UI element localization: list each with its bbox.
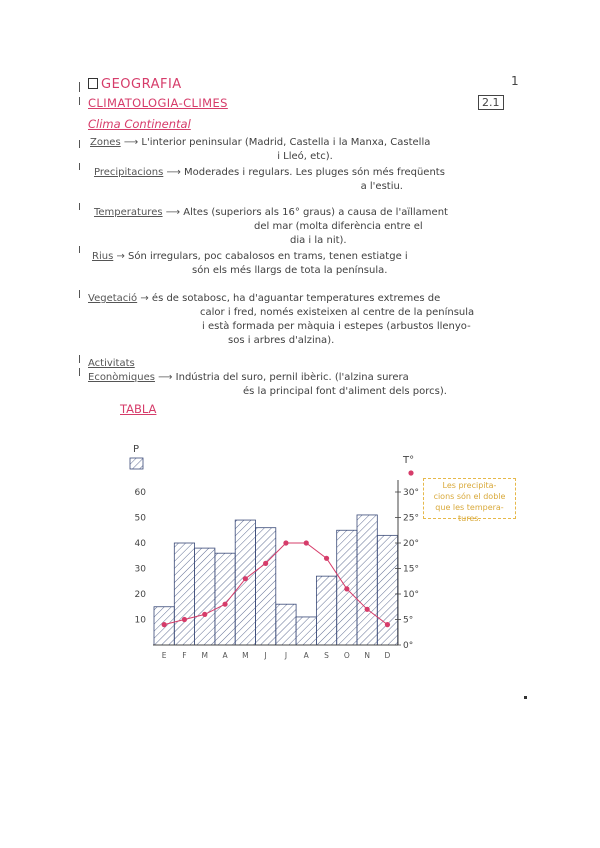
month-tick-label: A	[303, 651, 309, 660]
bars-layer	[154, 515, 398, 645]
left-tick-label: 40	[134, 539, 146, 549]
left-axis-label: P	[133, 444, 140, 455]
subject-title: GEOGRAFIA	[88, 77, 182, 92]
month-tick-label: D	[384, 651, 391, 660]
entry-text: és de sotabosc, ha d'aguantar temperatures extremes de	[151, 293, 441, 304]
precip-bar	[195, 548, 215, 645]
month-tick-label: S	[324, 651, 329, 660]
table-heading: TABLA	[120, 402, 157, 416]
section-code: 2.1	[478, 95, 504, 110]
month-tick-label: A	[222, 651, 228, 660]
left-tick-label: 30	[134, 564, 146, 575]
entry-key: Zones	[90, 137, 121, 148]
entry-key: Econòmiques	[88, 372, 155, 383]
precip-bar	[215, 553, 235, 645]
entry-vegetacio: Vegetació → és de sotabosc, ha d'aguantar temperatures extremes de calor i fred, només existeixen al centre de la península i està formada per màquia i estepes (arbustos llenyo- sos i arbres d'alzina).	[88, 292, 518, 348]
right-tick-label: 5°	[403, 615, 414, 626]
entry-text: del mar (molta diferència entre el	[254, 221, 423, 232]
right-tick-label: 20°	[403, 539, 419, 549]
entry-text: Són irregulars, poc cabalosos en trams, tenen estiatge i	[128, 251, 408, 262]
page-number: 1	[511, 74, 519, 88]
entry-text: a l'estiu.	[360, 181, 403, 192]
entry-text: Moderades i regulars. Les pluges són més freqüents	[184, 167, 445, 178]
month-tick-label: J	[284, 651, 288, 660]
topic-title: CLIMATOLOGIA-CLIMES	[88, 96, 228, 110]
entry-text: L'interior peninsular (Madrid, Castella i la Manxa, Castella	[141, 137, 431, 148]
precip-bar	[174, 543, 194, 645]
entry-key: Temperatures	[94, 207, 163, 218]
temperature-point	[324, 556, 329, 561]
month-tick-label: M	[201, 651, 208, 660]
legend-hatch-icon	[130, 458, 143, 469]
temperature-point	[222, 602, 227, 607]
precip-bar	[316, 576, 336, 645]
month-tick-label: M	[242, 651, 249, 660]
month-tick-label: J	[264, 651, 267, 660]
precip-bar	[296, 617, 316, 645]
entry-rius: Rius → Són irregulars, poc cabalosos en trams, tenen estiatge i són els més llargs de tota la península.	[92, 250, 516, 278]
right-axis-label: T°	[403, 455, 415, 466]
section-title: Clima Continental	[88, 117, 191, 131]
temperature-point	[162, 622, 167, 627]
temperature-point	[344, 586, 349, 591]
entry-key: Activitats	[88, 358, 135, 369]
entry-temperatures: Temperatures ⟶ Altes (superiors als 16° graus) a causa de l'aïllament del mar (molta diferència entre el dia i la nit).	[94, 206, 514, 248]
left-tick-label: 60	[134, 488, 146, 498]
temperature-point	[243, 576, 248, 581]
entry-text: és la principal font d'aliment dels porcs).	[243, 386, 447, 397]
entry-key: Precipitacions	[94, 167, 164, 178]
temperature-point	[283, 540, 288, 545]
entry-text: i Lleó, etc).	[277, 151, 333, 162]
entry-key: Vegetació	[88, 293, 138, 304]
entry-zones: Zones ⟶ L'interior peninsular (Madrid, Castella i la Manxa, Castella i Lleó, etc).	[90, 136, 520, 164]
temperature-point	[182, 617, 187, 622]
entry-text: i està formada per màquia i estepes (arbustos llenyo-	[202, 321, 471, 332]
precip-bar	[235, 520, 255, 645]
precip-bar	[377, 535, 397, 645]
right-tick-label: 25°	[403, 513, 419, 524]
temperature-point	[263, 561, 268, 566]
entry-key: Rius	[92, 251, 114, 262]
entry-text: són els més llargs de tota la península.	[192, 265, 388, 276]
entry-text: sos i arbres d'alzina).	[228, 335, 335, 346]
right-tick-label: 10°	[403, 590, 419, 600]
month-tick-label: N	[364, 651, 370, 660]
chart-note: Les precipita- cions són el doble que les tempera- tures.	[423, 478, 516, 519]
precip-bar	[276, 604, 296, 645]
entry-text: Indústria del suro, pernil ibèric. (l'alzina surera	[175, 372, 409, 383]
temperature-point	[202, 612, 207, 617]
precip-bar	[357, 515, 377, 645]
entry-text: Altes (superiors als 16° graus) a causa de l'aïllament	[183, 207, 448, 218]
month-tick-label: E	[161, 651, 167, 660]
precip-bar	[256, 528, 276, 645]
right-tick-label: 15°	[403, 564, 419, 575]
ink-dot	[524, 696, 527, 699]
month-tick-label: F	[182, 651, 187, 660]
legend-dot-icon	[408, 470, 413, 475]
left-tick-label: 10	[134, 615, 146, 626]
left-tick-label: 50	[134, 513, 146, 524]
right-tick-label: 30°	[403, 488, 419, 498]
entry-text: dia i la nit).	[290, 235, 347, 246]
entry-activitats: Activitats Econòmiques ⟶ Indústria del suro, pernil ibèric. (l'alzina surera és la principal font d'aliment dels porcs).	[88, 357, 518, 399]
temperature-point	[304, 540, 309, 545]
entry-precipitacions: Precipitacions ⟶ Moderades i regulars. Les pluges són més freqüents a l'estiu.	[94, 166, 518, 194]
temperature-point	[365, 607, 370, 612]
entry-text: calor i fred, només existeixen al centre de la península	[200, 307, 475, 318]
right-tick-label: 0°	[403, 641, 414, 651]
temperature-point	[385, 622, 390, 627]
left-tick-label: 20	[134, 590, 146, 600]
month-tick-label: O	[343, 651, 350, 660]
